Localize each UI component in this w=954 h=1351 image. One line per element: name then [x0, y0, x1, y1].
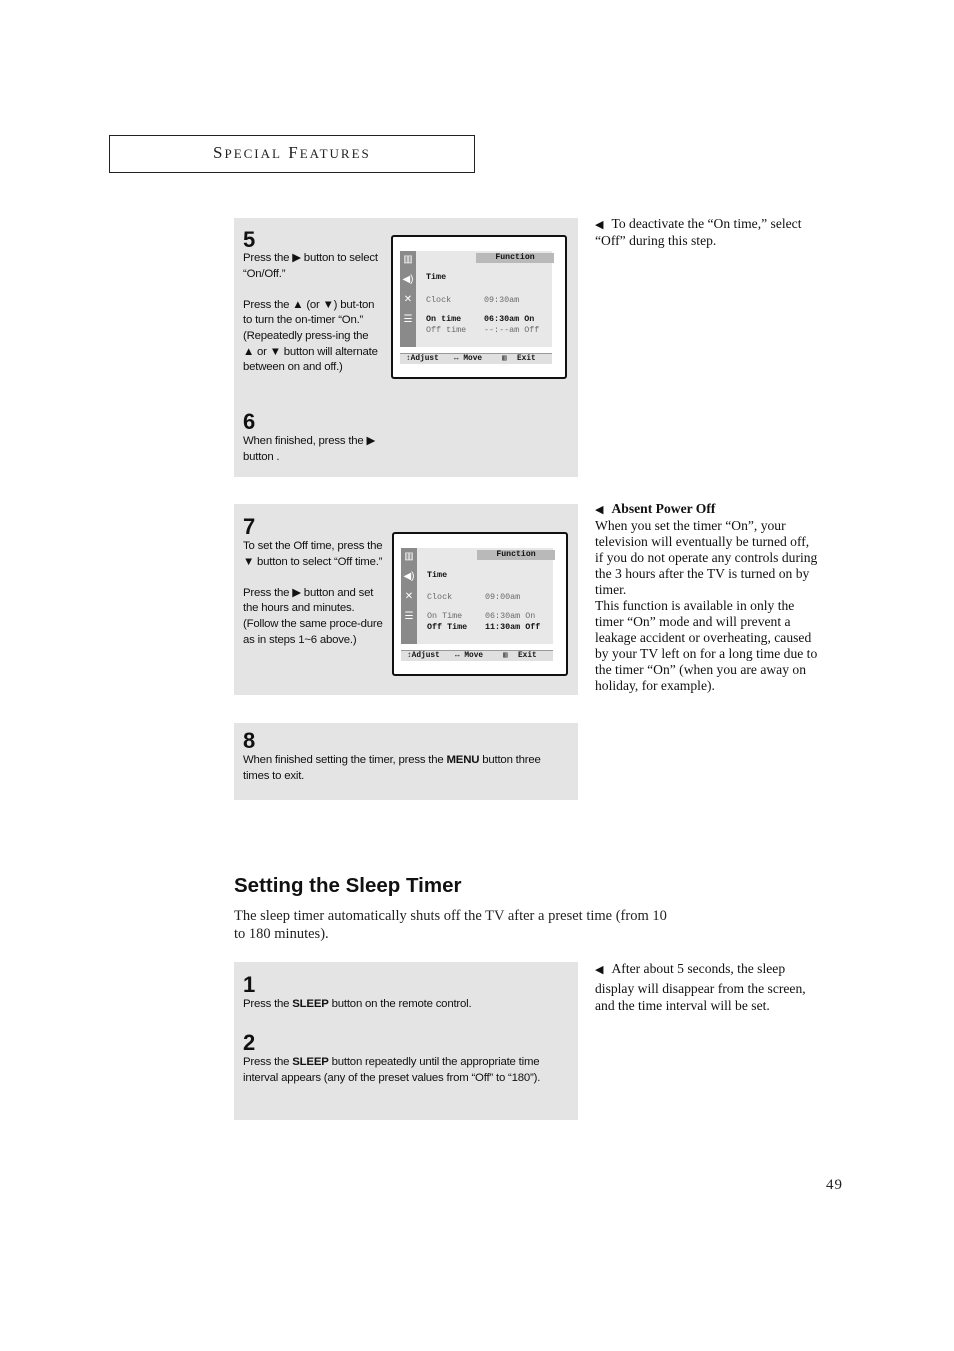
section-intro: The sleep timer automatically shuts off the TV after a preset time (from 10 to 180 minutes).	[234, 908, 667, 942]
clock-value: 09:30am	[484, 295, 520, 305]
sound-icon: ◀)	[403, 571, 415, 582]
sleep-key: SLEEP	[292, 1056, 329, 1068]
exit-hint: Exit	[518, 652, 537, 660]
off-time-value: --:--am Off	[484, 325, 540, 335]
adjust-hint: ↕Adjust	[406, 355, 439, 363]
adjust-hint: ↕Adjust	[407, 652, 440, 660]
picture-icon: ▥	[404, 551, 414, 562]
step-number: 7	[243, 514, 256, 539]
sleep-step-2-text: Press the SLEEP button repeatedly until the appropriate time interval appears (any of the preset values from “Off” to “180”).	[243, 1056, 541, 1084]
note-sleep-display: ◀ After about 5 seconds, the sleep display will disappear from the screen, and the time interval will be set.	[595, 961, 806, 1013]
move-hint: ↔ Move	[455, 652, 484, 660]
setup-icon: ☰	[403, 314, 413, 325]
exit-hint: Exit	[517, 355, 536, 363]
step-6-text: When finished, press the ▶ button .	[243, 435, 376, 463]
off-time-value: 11:30am Off	[485, 622, 541, 632]
menu-heading: Time	[426, 272, 447, 282]
menu-key: MENU	[446, 754, 480, 766]
menu-icon-column	[400, 251, 416, 347]
exit-icon: ▥	[503, 652, 508, 660]
note-absent-power-off: ◀ Absent Power Off When you set the timer “On”, your television will eventually be turned off, if you do not operate any controls during the 3 hours after the TV is turned on by timer. This function is available in only the timer “On” mode and will prevent a leakage accident or overheating, caused by your TV left on for a long time due to the timer “On” (when you are away on holiday, for example).	[595, 501, 818, 693]
note-deactivate: ◀ To deactivate the “On time,” select “Off” during this step.	[595, 216, 802, 248]
off-time-label: Off time	[426, 325, 467, 335]
pointer-arrow-icon: ◀	[595, 219, 604, 231]
section-header-title: SPECIAL FEATURES	[213, 143, 371, 162]
clock-label: Clock	[426, 295, 452, 305]
menu-footer	[401, 650, 553, 661]
channel-icon: ✕	[404, 591, 414, 602]
menu-footer	[400, 353, 552, 364]
exit-icon: ▥	[502, 355, 507, 363]
on-time-label: On Time	[427, 611, 463, 621]
pointer-arrow-icon: ◀	[595, 504, 604, 516]
function-tab: Function	[477, 550, 555, 560]
sleep-key: SLEEP	[292, 998, 329, 1010]
step-number: 5	[243, 227, 256, 252]
sound-icon: ◀)	[402, 274, 414, 285]
pointer-arrow-icon: ◀	[595, 964, 604, 976]
on-time-value: 06:30am On	[485, 611, 536, 621]
step-number: 1	[243, 972, 256, 997]
picture-icon: ▥	[403, 254, 413, 265]
sleep-step-1-text: Press the SLEEP button on the remote control.	[243, 998, 472, 1010]
sleep-steps-panel	[234, 962, 578, 1120]
setup-icon: ☰	[404, 611, 414, 622]
clock-value: 09:00am	[485, 592, 521, 602]
step-number: 8	[243, 728, 256, 753]
step-8-text: When finished setting the timer, press the MENU button three times to exit.	[243, 754, 541, 782]
tv-menu-screen	[391, 235, 567, 379]
on-time-value: 06:30am On	[484, 314, 535, 324]
step-7-text: To set the Off time, press the ▼ button to select “Off time.” Press the ▶ button and set the hours and minutes. (Follow the same proce-dure as in steps 1~6 above.)	[243, 540, 383, 646]
on-time-label: On time	[426, 314, 462, 324]
off-time-label: Off Time	[427, 622, 468, 632]
menu-heading: Time	[427, 570, 448, 580]
step-number: 6	[243, 409, 256, 434]
move-hint: ↔ Move	[454, 355, 483, 363]
clock-label: Clock	[427, 592, 453, 602]
channel-icon: ✕	[403, 294, 413, 305]
section-title: Setting the Sleep Timer	[234, 874, 462, 897]
step-number: 2	[243, 1030, 256, 1055]
step-5-text: Press the ▶ button to select “On/Off.” Press the ▲ (or ▼) but-ton to turn the on-timer “On.” (Repeatedly press-ing the ▲ or ▼ button will alternate between on and off.)	[243, 252, 378, 374]
page-number: 49	[826, 1177, 843, 1193]
tv-menu-screen	[392, 532, 568, 676]
menu-icon-column	[401, 548, 417, 644]
function-tab: Function	[476, 253, 554, 263]
